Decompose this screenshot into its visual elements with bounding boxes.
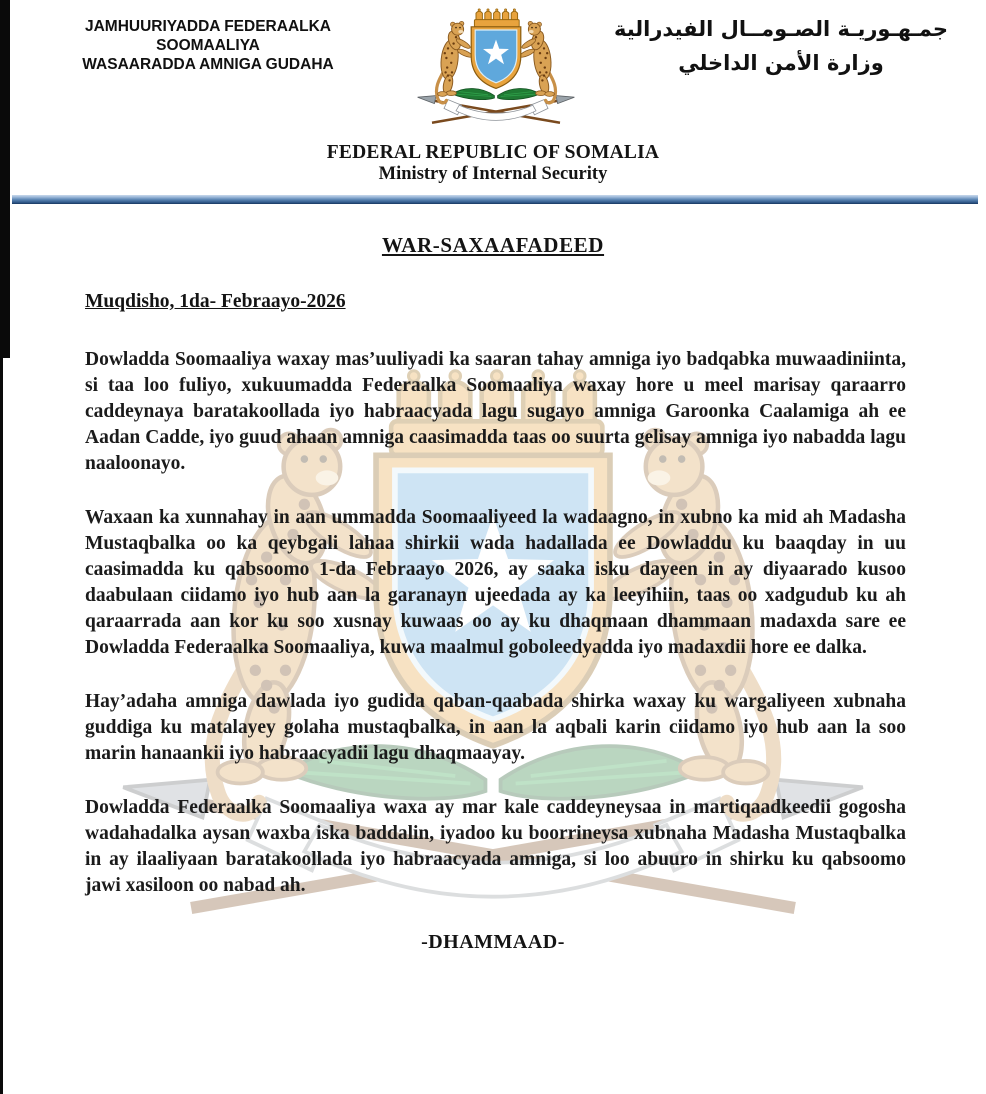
header-divider-rule bbox=[12, 195, 978, 204]
letterhead-somali-line: SOOMAALIYA bbox=[156, 37, 260, 54]
country-name-english: FEDERAL REPUBLIC OF SOMALIA bbox=[326, 142, 660, 163]
letterhead-arabic-line: جمـهـوريـة الصـومــال الفيدرالية bbox=[613, 17, 949, 41]
paragraph-3: Hay’adaha amniga dawlada iyo gudida qaban-qaabada shirka waxay ku wargaliyeen xubnaha guddiga ku matalayey golaha mustaqbalka, in aan la aqbali karin ciidamo iyo hub aan la soo marin hanaankii iyo habraacyadii lagu dhaqmaayay. bbox=[85, 691, 906, 764]
letterhead-arabic-line: وزارة الأمن الداخلي bbox=[678, 51, 884, 75]
closing-line: -DHAMMAAD- bbox=[421, 931, 565, 953]
scan-edge-artifact bbox=[0, 0, 3, 1094]
ministry-name-english: Ministry of Internal Security bbox=[378, 164, 608, 184]
letterhead-somali-line: JAMHUURIYADDA FEDERAALKA bbox=[84, 18, 331, 35]
paragraph-1: Dowladda Soomaaliya waxay mas’uuliyadi ka saaran tahay amniga iyo badqabka muwaadiniinta, si taa loo fuliyo, xukuumadda Federaalka Soomaaliya waxay hore u meel marisay qaraarro caddeynaya baratakoollada iyo habraacyada lagu sugayo amniga Garoonka Caalamiga ah ee Aadan Cadde, iyo guud ahaan amniga caasimadda taas oo suurta gelisay amniga iyo nabadda lagu naaloonayo. bbox=[85, 349, 906, 474]
letterhead bbox=[0, 0, 986, 196]
letterhead-somali-line: WASAARADDA AMNIGA GUDAHA bbox=[82, 56, 334, 73]
paragraph-2: Waxaan ka xunnahay in aan ummadda Soomaaliyeed la wadaagno, in xubno ka mid ah Madasha Mustaqbalka oo ka qeybgali lahaa shirkii wada hadallada ee Dowladdu ku baaqday in uu caasimadda ku qabsoomo 1-da Febraayo 2026, ay saaka isku dayeen in ay diyaarado kusoo daabulaan ciidamo iyo hub aan la garanayn ujeedada ay ka leeyihiin, taas oo xadgudub ku ah qaraarrada aan kor ku soo xusnay kuwaas oo ay ku dhaqmaan dhammaan madaxda sare ee Dowladda Federaalka Soomaaliya, kuwa maalmul goboleedyadda iyo madaxdii hore ee dalka. bbox=[85, 507, 906, 658]
document-body bbox=[85, 347, 906, 899]
letterhead-somali-title bbox=[58, 17, 358, 74]
somalia-coat-of-arms bbox=[408, 2, 584, 138]
dateline: Muqdisho, 1da- Febraayo-2026 bbox=[85, 291, 346, 312]
paragraph-4: Dowladda Federaalka Soomaaliya waxa ay mar kale caddeyneysaa in martiqaadkeedii gogosha wadahadalka aysan waxba iska baddalin, iyadoo ku boorrineysa xubnaha Madasha Mustaqbalka in ay ilaaliyaan baratakoollada iyo habraacyada amniga, si loo abuuro in shirku ku qabsoomo jawi xasiloon oo nabad ah. bbox=[85, 797, 906, 896]
document-title: WAR-SAXAAFADEED bbox=[381, 233, 605, 257]
letterhead-arabic-title bbox=[601, 12, 961, 80]
